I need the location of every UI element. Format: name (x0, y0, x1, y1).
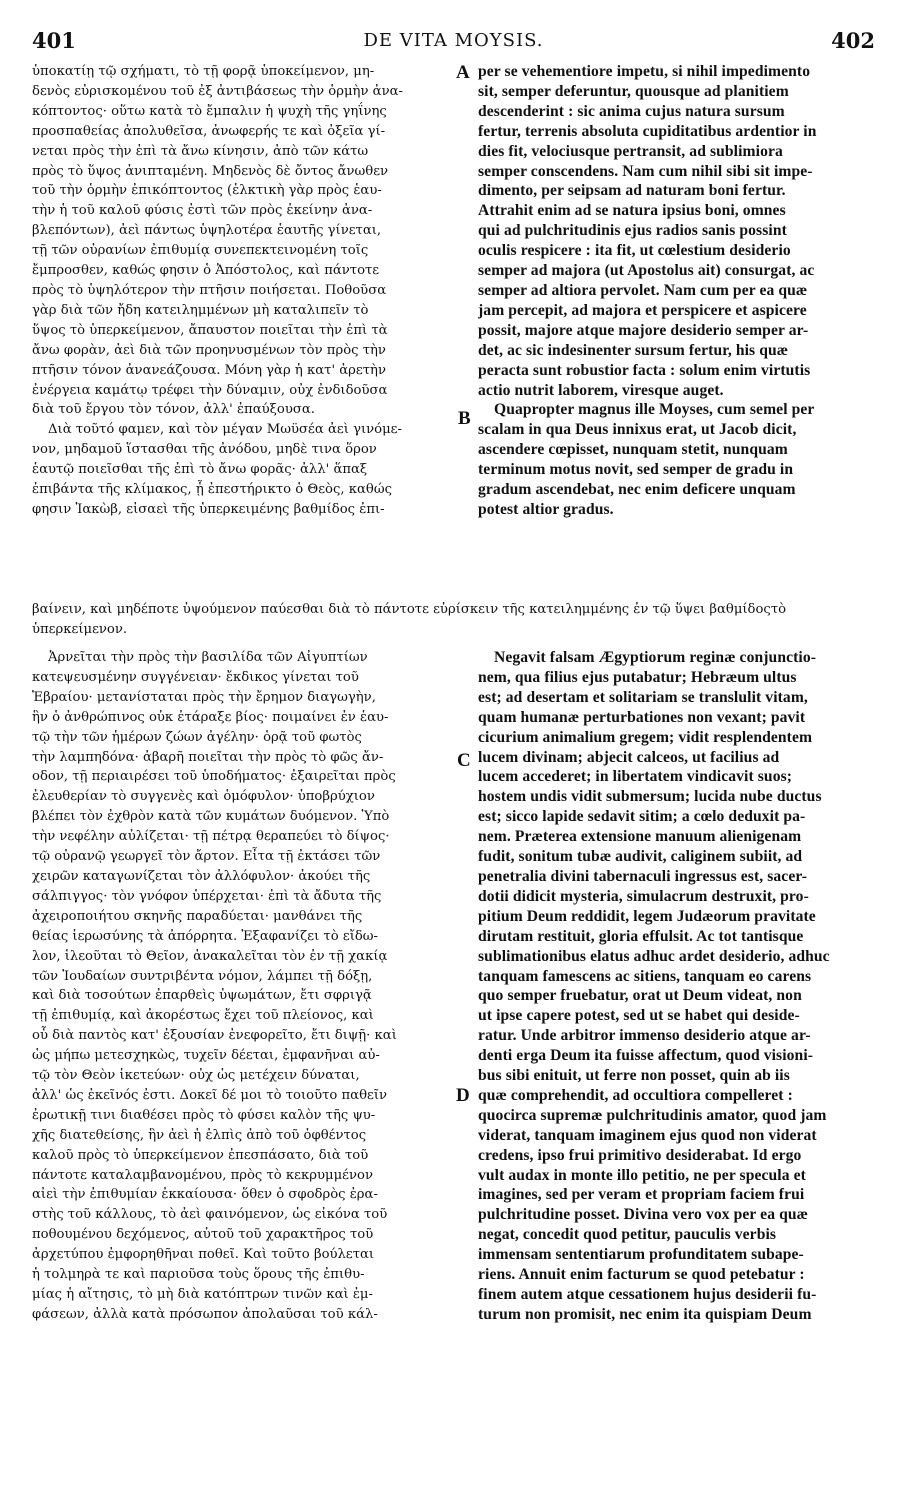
greek-text-line: χῆς διατεθείσης, ἣν ἀεὶ ἡ ἐλπὶς ἀπὸ τοῦ ὀφθέντος (32, 1127, 367, 1143)
greek-text-line: ἐρωτικῇ τινι διαθέσει πρὸς τὸ φύσει καλὸν τῆς ψυ- (32, 1107, 376, 1123)
greek-text-line: τῷ τὸν Θεὸν ἱκετεύων· οὐχ ὡς μετέχειν δύναται, (32, 1068, 360, 1084)
latin-text-line: Quapropter magnus ille Moyses, cum semel per (494, 401, 815, 419)
latin-text-line: jam percepit, ad majora et perspicere et aspicere (478, 301, 807, 319)
greek-text-line: τῇ τῶν οὐρανίων ἐπιθυμίᾳ συνεπεκτεινομένη τοῖς (32, 243, 369, 259)
latin-text-line: bus sibi enituit, ut ferre non posset, quin ab iis (478, 1067, 790, 1085)
greek-text-line: χειρῶν καταγωνίζεται τὸν ἀλλόφυλον· ἀκούει τῆς (32, 868, 371, 884)
greek-text-line: τὴν ἡ τοῦ καλοῦ φύσις ἐστὶ τῶν πρὸς ἐκείνην ἀνα- (32, 203, 373, 219)
margin-marker-a: A (456, 62, 470, 83)
greek-text-line: μίας ἡ αἴτησις, τὸ μὴ διὰ κατόπτρων τινῶν καὶ ἐμ- (32, 1287, 373, 1302)
greek-text-line: ἐλευθερίαν τὸ συγγενὲς καὶ ὁμόφυλον· ὑποβρύχιον (32, 789, 375, 805)
latin-text-line: dimento, per seipsam ad naturam boni fertur. (478, 182, 786, 200)
latin-text-line: fertur, terrenis absoluta cupiditatibus ardentior in (478, 122, 817, 140)
running-title: DE VITA MOYSIS. (363, 30, 544, 51)
latin-text-line: est; ad desertam et solitariam se translulit vitam, (478, 688, 808, 706)
latin-text-line: immensam sententiarum profunditatem subape- (478, 1246, 804, 1264)
greek-text-line: τῶν Ἰουδαίων συντριβέντα νόμον, λάμπει τῇ δόξῃ, (32, 968, 373, 984)
latin-text-line: credens, ipso frui primitivo desiderabat. Id ergo (478, 1146, 802, 1164)
greek-text-line: οδον, τῇ περιαιρέσει τοῦ ὑποδήματος· ἐξαιρεῖται πρὸς (32, 769, 396, 785)
greek-text-line: νεται πρὸς τὴν ἐπὶ τὰ ἄνω κίνησιν, ἀπὸ τῶν κάτω (32, 143, 369, 159)
greek-text-line: Ἑβραίου· μετανίσταται πρὸς τὴν ἔρημον διαγωγὴν, (32, 689, 376, 705)
latin-text-line: oculis respicere : ita fit, ut cœlestium desiderio (478, 242, 791, 260)
latin-text-line: gradum ascendebat, nec enim deficere unquam (478, 481, 796, 499)
latin-column-top (478, 62, 880, 602)
right-page-number: 402 (831, 28, 875, 53)
greek-text-line: τῇ ἐπιθυμίᾳ, καὶ ἀκορέστως ἔχει τοῦ πλείονος, καὶ (32, 1008, 374, 1024)
latin-text-line: quocirca supremæ pulchritudinis amator, quod jam (478, 1106, 827, 1124)
greek-text-line: οὗ διὰ παντὸς κατ' ἐξουσίαν ἐνεφορεῖτο, ἔτι διψῇ· καὶ (32, 1028, 397, 1044)
latin-text-line: dies fit, velociusque pertransit, ad sublimiora (478, 142, 783, 160)
greek-text-line: τὴν νεφέλην αὐλίζεται· τῇ πέτρᾳ θεραπεύει τὸ δίψος· (32, 829, 390, 845)
greek-text-line: ὕψος τὸ ὑπερκείμενον, ἄπαυστον ποιεῖται τὴν ἐπὶ τὰ (32, 322, 388, 338)
greek-text-line: βαίνειν, καὶ μηδέποτε ὑψούμενον παύεσθαι διὰ τὸ πάντοτε εὑρίσκειν τῆς κατειλημμένης ἐν τῷ ὕψει βαθμίδος (32, 602, 771, 617)
greek-text-line: ἄνω φορὰν, ἀεὶ διὰ τῶν προηνυσμένων τὸν πρὸς τὴν (32, 342, 386, 358)
greek-text-line: τῷ τὴν τῶν ἡμέρων ζώων ἀγέλην· ὁρᾷ τοῦ φωτὸς (32, 729, 362, 745)
latin-text-line: dirutam restituit, gloria effulsit. Ac tot tantisque (478, 927, 804, 945)
latin-text-line: denti erga Deum ita fuisse affectum, quod visioni- (478, 1047, 814, 1065)
latin-column-bottom (478, 648, 880, 1484)
latin-text-line: ratur. Unde arbitror immenso desiderio atque ar- (478, 1027, 811, 1045)
greek-text-line: πάντοτε καταλαμβανομένου, πρὸς τὸ κεκρυμμένον (32, 1167, 373, 1183)
latin-text-line: imagines, sed per veram et propriam faciem frui (478, 1186, 805, 1204)
latin-text-line: Negavit falsam Ægyptiorum reginæ conjunctio- (494, 649, 817, 666)
greek-text-line: ἐπιβάντα τῆς κλίμακος, ᾗ ἐπεστήρικτο ὁ Θεὸς, καθώς (32, 482, 392, 498)
latin-text-line: lucem accederet; in libertatem vindicavit suos; (478, 768, 793, 786)
greek-text-line: καὶ διὰ τοσούτων ἐπαρθεὶς ὑψωμάτων, ἔτι σφριγᾷ (32, 988, 372, 1004)
greek-text-line: φάσεων, ἀλλὰ κατὰ πρόσωπον ἀπολαῦσαι τοῦ κάλ- (32, 1306, 378, 1322)
greek-full-width-lines (32, 600, 882, 640)
greek-text-line: γὰρ διὰ τῶν ἤδη κατειλημμένων μὴ καταλιπεῖν τὸ (32, 302, 369, 318)
running-header (32, 28, 875, 54)
latin-text-line: dotii didicit mysteria, simulacrum destruxit, pro- (478, 887, 809, 905)
latin-text-line: negat, concedit quod petitur, pauculis verbis (478, 1226, 777, 1244)
latin-text-line: cicurium animalium gregem; vidit resplendentem (478, 728, 813, 746)
latin-text-line: peracta sunt robustior facta : solum enim virtutis (478, 361, 811, 379)
latin-text-line: semper ad majora (ut Apostolus ait) consurgat, ac (478, 262, 815, 280)
greek-text-line: τῷ οὐρανῷ γεωργεῖ τὸν ἄρτον. Εἶτα τῇ ἐκτάσει τῶν (32, 849, 381, 865)
latin-text-line: possit, majore atque majore desiderio semper ar- (478, 321, 809, 339)
latin-text-line: potest altior gradus. (478, 500, 614, 518)
latin-text-line: semper ad altiora pervolet. Nam cum per ea quæ (478, 281, 808, 299)
latin-text-line: viderat, tanquam imaginem ejus quod non viderat (478, 1126, 817, 1144)
greek-text-line: Ἀρνεῖται τὴν πρὸς τὴν βασιλίδα τῶν Αἰγυπτίων (48, 650, 368, 665)
latin-text-line: finem autem atque cessationem hujus desiderii fu- (478, 1286, 817, 1303)
latin-text-line: vult audax in monte illo petitio, ne per specula et (478, 1166, 806, 1184)
latin-text-line: nem, qua filius ejus putabatur; Hebræum ultus (478, 668, 797, 686)
greek-column-top (32, 62, 457, 522)
greek-text-line: φησιν Ἰακὼβ, εἰσαεὶ τῆς ὑπερκειμένης βαθμίδος ἐπι- (32, 501, 385, 517)
latin-text-line: descenderint : sic anima cujus natura sursum (478, 102, 785, 120)
greek-text-line: ἣν ὁ ἀνθρώπινος οὐκ ἐτάραξε βίος· ποιμαίνει ἐν ἑαυ- (32, 709, 389, 725)
latin-text-line: riens. Annuit enim facturum se quod petebatur : (478, 1266, 805, 1284)
latin-text-line: per se vehementiore impetu, si nihil impedimento (478, 63, 811, 80)
latin-text-line: turum non promisit, nec enim ita quispiam Deum (478, 1305, 812, 1323)
latin-text-line: hostem undis vidit submersum; lucida nube ductus (478, 788, 822, 806)
greek-text-line: πρὸς τὸ ὕψος ἀνιπταμένη. Μηδενὸς δὲ ὄντος ἄνωθεν (32, 163, 389, 179)
greek-text-line: πτῆσιν τόνον ἀνανεάζουσα. Μόνη γὰρ ἡ κατ' ἀρετὴν (32, 362, 386, 378)
greek-column-bottom (32, 648, 457, 1484)
latin-text-line: quo semper fruebatur, orat ut Deum videat, non (478, 987, 802, 1005)
latin-text-line: Attrahit enim ad se natura ipsius boni, omnes (478, 202, 786, 220)
greek-text-line: βλεπόντων), ἀεὶ πάντως ὑψηλοτέρα ἑαυτῆς γίνεται, (32, 223, 382, 239)
greek-text-line: ἔμπροσθεν, καθώς φησιν ὁ Ἀπόστολος, καὶ πάντοτε (32, 263, 380, 279)
greek-text-line: βλέπει τὸν ἐχθρὸν κατὰ τῶν κυμάτων δυόμενον. Ὑπὸ (32, 809, 390, 825)
greek-text-line: τοῦ τὴν ὁρμὴν ἐπικόπτοντος (ἑλκτικὴ γὰρ πρὸς ἑαυ- (32, 183, 382, 199)
left-page-number: 401 (32, 28, 76, 53)
greek-text-line: στὴς τοῦ κάλλους, τὸ ἀεὶ φαινόμενον, ὡς εἰκόνα τοῦ (32, 1207, 388, 1223)
greek-text-line: τὸ ὑπερκείμενον. (32, 602, 787, 637)
greek-text-line: διὰ τοῦ ἔργου τὸν τόνον, ἀλλ' ἐπαύξουσα. (32, 402, 315, 418)
latin-text-line: lucem divinam; abjecit calceos, ut facilius ad (478, 748, 780, 766)
greek-text-line: δενὸς εὑρισκομένου τοῦ ἐξ ἀντιβάσεως τὴν ὁρμὴν ἀνα- (32, 83, 403, 99)
latin-text-line: quam humanæ perturbationes non vexant; pavit (478, 708, 806, 726)
greek-text-line: κατεψευσμένην συγγένειαν· ἔκδικος γίνεται τοῦ (32, 669, 359, 685)
greek-text-line: ἑαυτῷ ποιεῖσθαι τῆς ἐπὶ τὸ ἄνω φορᾶς· ἀλλ' ἅπαξ (32, 462, 368, 478)
latin-text-line: sit, semper deferuntur, quousque ad planitiem (478, 82, 789, 100)
greek-text-line: πρὸς τὸ ὑψηλότερον τὴν πτῆσιν ποιήσεται. Ποθοῦσα (32, 282, 387, 298)
greek-text-line: τὴν λαμπηδόνα· ἀβαρῆ ποιεῖται τὴν πρὸς τὸ φῶς ἄν- (32, 749, 384, 765)
latin-text-line: actio nutrit laborem, viresque auget. (478, 381, 724, 399)
latin-text-line: tanquam famescens ac sitiens, tanquam eo carens (478, 967, 812, 985)
greek-text-line: ἡ τολμηρὰ τε καὶ παριοῦσα τοὺς ὅρους τῆς ἐπιθυ- (32, 1267, 365, 1283)
greek-text-line: καλοῦ πρὸς τὸ ὑπερκείμενον ἐπεσπάσατο, διὰ τοῦ (32, 1147, 369, 1163)
greek-text-line: ἀλλ' ὡς ἐκεῖνός ἐστι. Δοκεῖ δέ μοι τὸ τοιοῦτο παθεῖν (32, 1087, 388, 1103)
greek-text-line: λον, ἱλεοῦται τὸ Θεῖον, ἀνακαλεῖται τὸν ἐν τῇ χακίᾳ (32, 948, 388, 964)
latin-text-line: ut ipse capere potest, sed ut se habet qui deside- (478, 1007, 800, 1025)
latin-text-line: scalam in qua Deus innixus erat, ut Jacob dicit, (478, 421, 797, 439)
latin-text-line: semper conscendens. Nam cum nihil sibi sit impe- (478, 162, 813, 180)
latin-text-line: ascendere cœpisset, nunquam stetit, nunquam (478, 441, 788, 459)
latin-text-line: penetralia divini tabernaculi ingressus est, sacer- (478, 867, 808, 885)
latin-text-line: quæ comprehendit, ad occultiora compelleret : (478, 1086, 793, 1104)
greek-text-line: ὑποκατίῃ τῷ σχήματι, τὸ τῇ φορᾷ ὑποκείμενον, μη- (32, 64, 375, 79)
greek-text-line: κόπτοντος· οὕτω κατὰ τὸ ἔμπαλιν ἡ ψυχὴ τῆς γηΐνης (32, 103, 387, 119)
greek-text-line: ὡς μήπω μετεσχηκὼς, τυχεῖν δέεται, ἐμφανῆναι αὐ- (32, 1048, 380, 1064)
latin-text-line: qui ad pulchritudinis ejus radios sanis possint (478, 222, 787, 240)
greek-text-line: ἀρχετύπου ἐμφορηθῆναι ποθεῖ. Καὶ τοῦτο βούλεται (32, 1247, 375, 1263)
latin-text-line: det, ac sic indesinenter sursum fertur, his quæ (478, 341, 789, 359)
latin-text-line: pulchritudine posset. Divina vero vox per ea quæ (478, 1206, 808, 1224)
greek-text-line: αἰεὶ τὴν ἐπιθυμίαν ἐκκαίουσα· ὅθεν ὁ σφοδρὸς ἐρα- (32, 1187, 378, 1203)
greek-text-line: θείας ἱερωσύνης τὰ ἀπόρρητα. Ἐξαφανίζει τὸ εἴδω- (32, 928, 379, 944)
greek-text-line: ἀχειροποιήτου σκηνῆς παραδύεται· μανθάνει τῆς (32, 908, 363, 924)
greek-text-line: ποθουμένου δεχόμενος, αὐτοῦ τοῦ χαρακτῆρος τοῦ (32, 1227, 374, 1243)
latin-text-line: sublimationibus elatus adhuc ardet desiderio, adhuc (478, 947, 830, 965)
greek-text-line: νον, μηδαμοῦ ἵστασθαι τῆς ἀνόδου, μηδὲ τινα ὅρον (32, 442, 377, 458)
margin-marker-d: D (456, 1085, 470, 1106)
latin-text-line: terminum motus novit, sed semper de gradu in (478, 461, 794, 479)
greek-text-line: Διὰ τοῦτό φαμεν, καὶ τὸν μέγαν Μωϋσέα ἀεὶ γινόμε- (48, 422, 402, 438)
latin-text-line: nem. Præterea extensione manuum alienigenam (478, 828, 802, 846)
margin-marker-c: C (457, 750, 471, 771)
greek-text-line: προσπαθείας ἀπολυθεῖσα, ἀνωφερής τε καὶ ὀξεῖα γί- (32, 123, 386, 139)
greek-text-line: ἐνέργεια καμάτῳ τρέφει τὴν δύναμιν, οὐχ ἐνδιδοῦσα (32, 382, 388, 398)
latin-text-line: pitium Deum reddidit, legem Judæorum pravitate (478, 907, 816, 925)
margin-marker-b: B (458, 408, 471, 429)
latin-text-line: est; sicco lapide sedavit sitim; a cœlo deduxit pa- (478, 808, 806, 826)
greek-text-line: σάλπιγγος· τὸν γνόφον ὑπέρχεται· ἐπὶ τὰ ἄδυτα τῆς (32, 888, 382, 904)
latin-text-line: fudit, sonitum tubæ audivit, caliginem subiit, ad (478, 848, 803, 866)
